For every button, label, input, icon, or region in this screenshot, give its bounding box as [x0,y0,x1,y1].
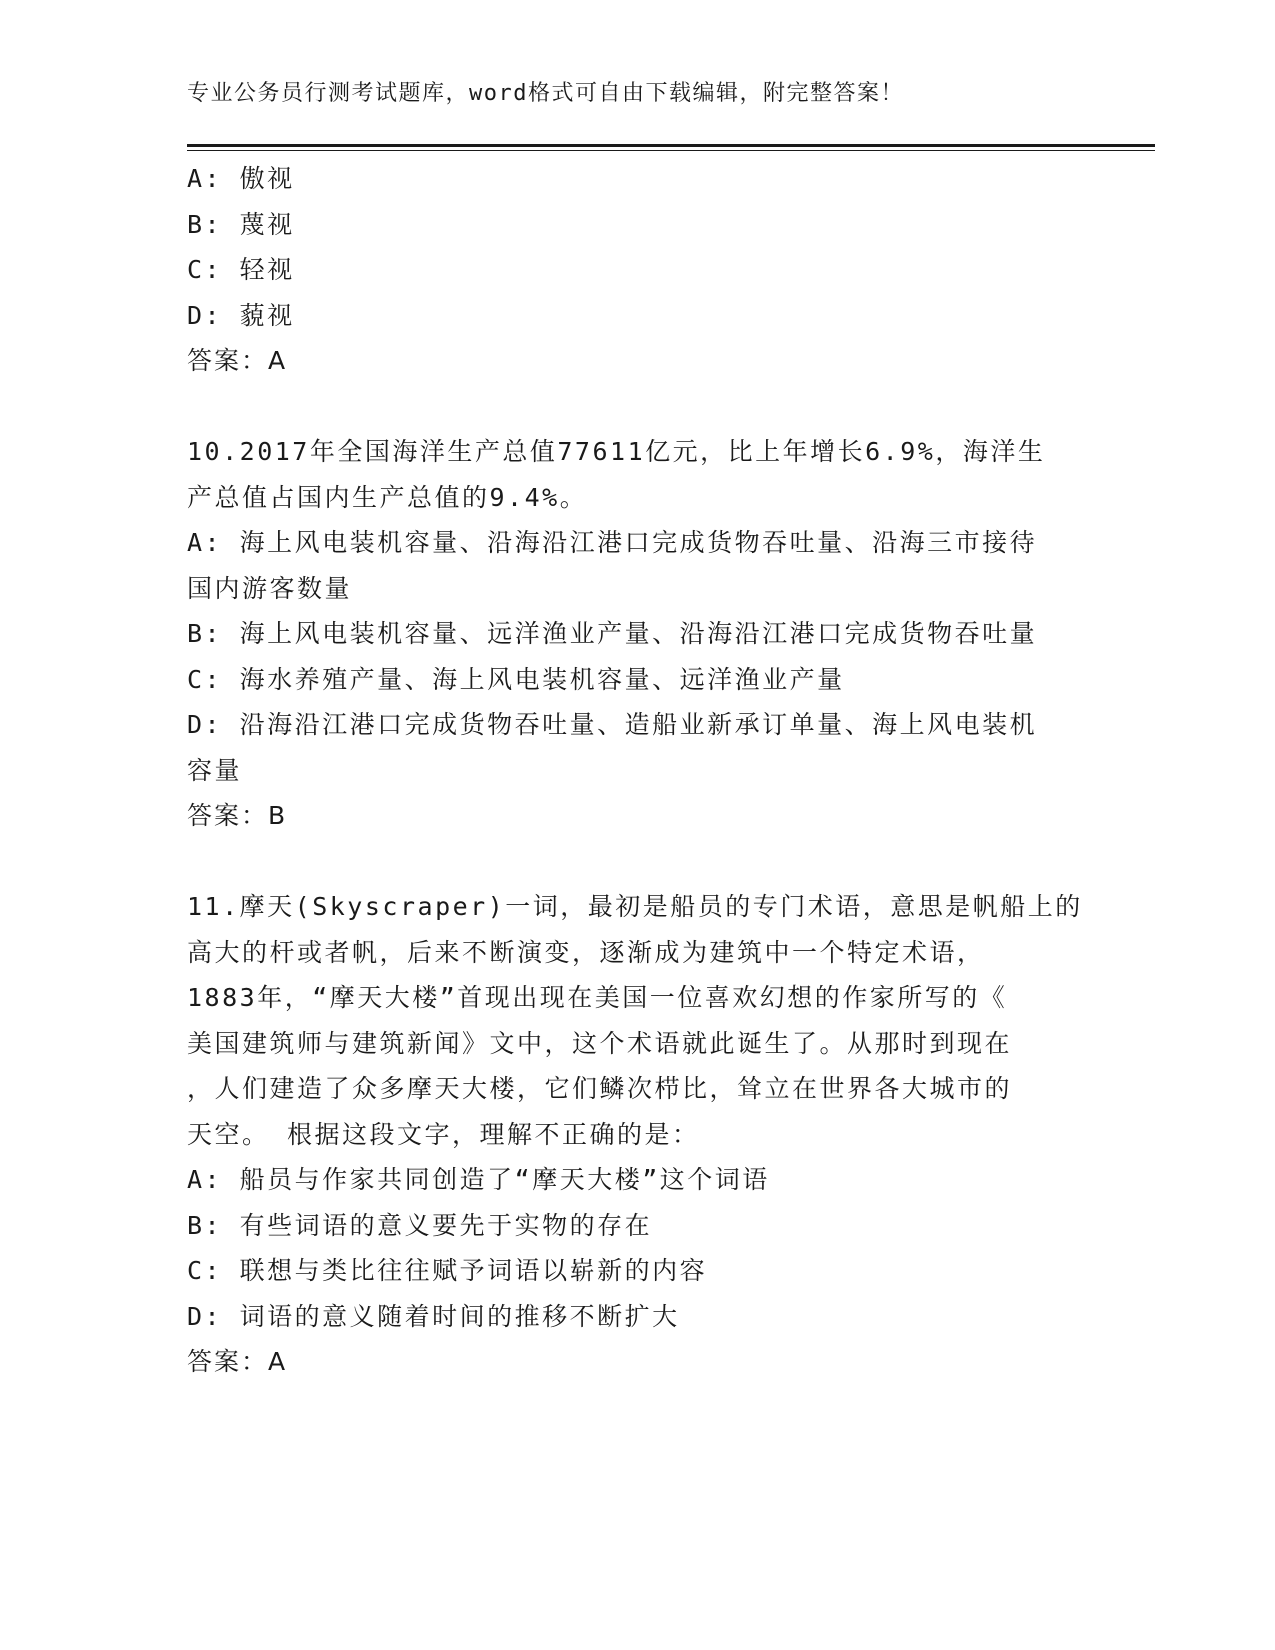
q10-option-d-cont: 容量 [187,755,243,785]
spacer [187,384,1087,430]
q9-answer: 答案：A [187,346,288,375]
q11-stem-line: 高大的杆或者帆，后来不断演变，逐渐成为建筑中一个特定术语， [187,937,985,967]
q9-option-a: A: 傲视 [187,164,295,193]
q11-option-a: A: 船员与作家共同创造了“摩天大楼”这个词语 [187,1165,770,1194]
question-11 [187,884,1087,1385]
q10-option-b: B: 海上风电装机容量、远洋渔业产量、沿海沿江港口完成货物吞吐量 [187,619,1038,648]
q9-option-b: B: 蔑视 [187,209,295,239]
q10-option-d: D: 沿海沿江港口完成货物吞吐量、造船业新承订单量、海上风电装机 [187,710,1038,739]
q9-option-d: D: 藐视 [187,300,295,330]
q10-option-c: C: 海水养殖产量、海上风电装机容量、远洋渔业产量 [187,664,845,694]
q10-option-a-cont: 国内游客数量 [187,573,353,603]
question-10 [187,429,1087,839]
q11-answer: 答案：A [187,1347,288,1376]
q11-option-b: B: 有些词语的意义要先于实物的存在 [187,1210,653,1240]
q11-stem-line: ，人们建造了众多摩天大楼，它们鳞次栉比，耸立在世界各大城市的 [187,1074,1013,1103]
q10-stem-line: 产总值占国内生产总值的9.4%。 [187,482,588,512]
header-rule-thin [187,150,1155,151]
question-9 [187,156,1087,384]
q10-answer: 答案：B [187,801,288,830]
q11-stem-line: 11.摩天(Skyscraper)一词，最初是船员的专门术语，意思是帆船上的 [187,892,1083,921]
q11-stem-line: 美国建筑师与建筑新闻》文中，这个术语就此诞生了。从那时到现在 [187,1028,1013,1058]
q10-stem-line: 10.2017年全国海洋生产总值77611亿元，比上年增长6.9%，海洋生 [187,437,1046,466]
document-body [187,156,1087,1385]
q11-option-d: D: 词语的意义随着时间的推移不断扩大 [187,1301,680,1331]
page-header: 专业公务员行测考试题库，word格式可自由下载编辑，附完整答案！ [187,81,904,106]
q11-stem-line: 天空。 根据这段文字，理解不正确的是： [187,1119,700,1149]
q10-option-a: A: 海上风电装机容量、沿海沿江港口完成货物吞吐量、沿海三市接待 [187,528,1038,557]
header-rule-thick [187,144,1155,147]
q11-option-c: C: 联想与类比往往赋予词语以崭新的内容 [187,1256,708,1285]
spacer [187,839,1087,885]
q9-option-c: C: 轻视 [187,255,295,284]
q11-stem-line: 1883年，“摩天大楼”首现出现在美国一位喜欢幻想的作家所写的《 [187,983,1008,1012]
